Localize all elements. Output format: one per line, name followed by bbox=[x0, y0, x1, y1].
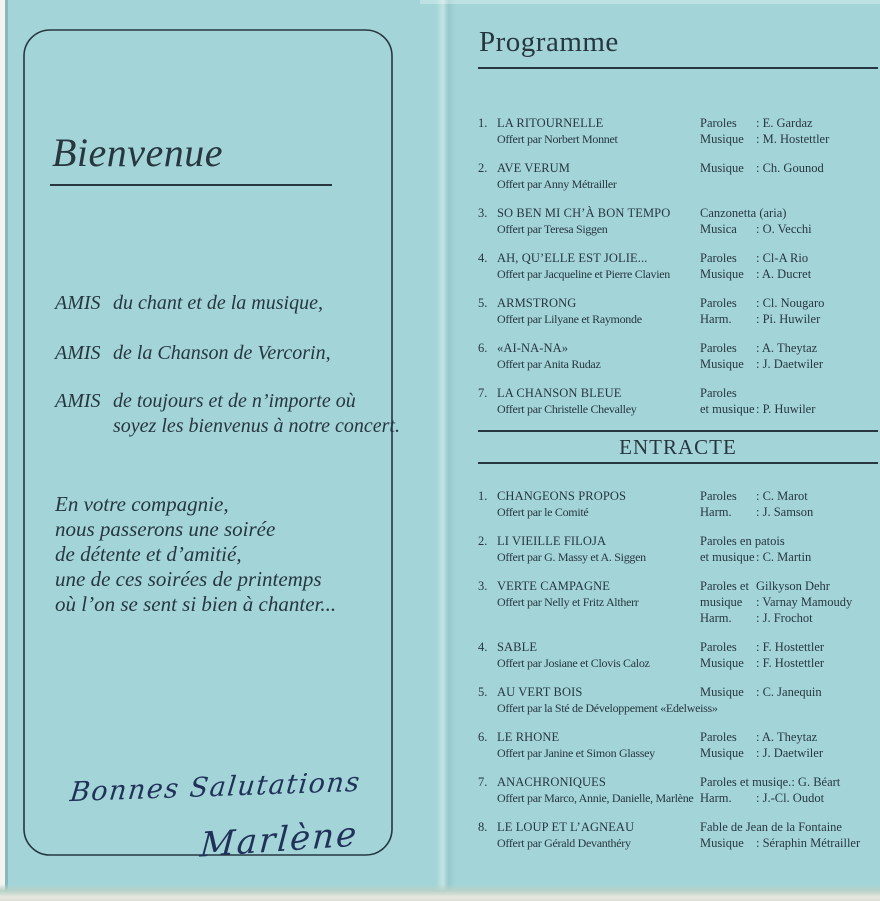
poem-line: nous passerons une soirée bbox=[55, 517, 276, 541]
item-left bbox=[478, 819, 700, 851]
item-number: 2. bbox=[478, 534, 488, 548]
item-offered-by: Offert par Anny Métrailler bbox=[497, 177, 617, 191]
item-number: 8. bbox=[478, 820, 488, 834]
credit-value: : M. Hostettler bbox=[756, 132, 830, 146]
welcome-underline bbox=[50, 184, 332, 186]
credit-value: : A. Theytaz bbox=[756, 341, 818, 355]
program-item-3 bbox=[478, 578, 878, 626]
item-credits bbox=[700, 385, 878, 417]
item-number: 1. bbox=[478, 489, 488, 503]
amis-label: AMIS bbox=[55, 342, 101, 364]
entracte-heading: ENTRACTE bbox=[619, 435, 737, 459]
credit-value: : A. Theytaz bbox=[756, 730, 818, 744]
item-offered-by: Offert par Jacqueline et Pierre Clavien bbox=[497, 267, 670, 281]
credit-label: Paroles bbox=[700, 730, 737, 744]
item-left bbox=[478, 205, 700, 237]
program-item-3 bbox=[478, 205, 878, 237]
credit-line bbox=[700, 385, 878, 401]
credit-label: Paroles bbox=[700, 296, 737, 310]
program-item-5 bbox=[478, 295, 878, 327]
amis-line bbox=[55, 341, 405, 366]
credit-label: Musique bbox=[700, 836, 744, 850]
credit-label: Paroles bbox=[700, 116, 737, 130]
program-item-6 bbox=[478, 340, 878, 372]
credit-label: Paroles bbox=[700, 640, 737, 654]
item-offered-by: Offert par la Sté de Développement «Edelweiss» bbox=[497, 701, 718, 715]
item-left bbox=[478, 385, 700, 417]
item-credits bbox=[700, 533, 878, 565]
credit-label: Harm. bbox=[700, 505, 732, 519]
item-title-row bbox=[478, 340, 700, 356]
program-item-6 bbox=[478, 729, 878, 761]
program-part1-list bbox=[478, 115, 878, 417]
credit-label: Musique bbox=[700, 685, 744, 699]
credit-label: Paroles bbox=[700, 489, 737, 503]
program-item-2 bbox=[478, 160, 878, 192]
program-item-7 bbox=[478, 385, 878, 417]
credit-label: Musique bbox=[700, 161, 744, 175]
credit-label: Harm. bbox=[700, 791, 732, 805]
program-item-1 bbox=[478, 115, 878, 147]
program-item-4 bbox=[478, 250, 878, 282]
credit-value: : O. Vecchi bbox=[756, 222, 812, 236]
credit-label: Canzonetta (aria) bbox=[700, 206, 787, 220]
amis-line bbox=[55, 389, 405, 439]
credit-value: : J. Samson bbox=[756, 505, 814, 519]
credit-value: : Cl. Nougaro bbox=[756, 296, 825, 310]
credit-value: Gilkyson Dehr bbox=[756, 579, 830, 593]
item-left bbox=[478, 578, 700, 626]
credit-value: : J. Frochot bbox=[756, 611, 813, 625]
credit-label: Paroles bbox=[700, 386, 737, 400]
item-credits bbox=[700, 205, 878, 237]
credit-value: : A. Ducret bbox=[756, 267, 812, 281]
item-title-row bbox=[478, 488, 700, 504]
item-title: LE RHONE bbox=[497, 730, 560, 744]
credit-value: : Varnay Mamoudy bbox=[756, 595, 853, 609]
item-title: ARMSTRONG bbox=[497, 296, 577, 310]
item-left bbox=[478, 639, 700, 671]
item-number: 4. bbox=[478, 640, 488, 654]
credit-line bbox=[700, 774, 878, 790]
program-heading: Programme bbox=[479, 26, 619, 58]
amis-text-line2: soyez les bienvenus à notre concert. bbox=[113, 415, 400, 437]
item-title-row bbox=[478, 385, 700, 401]
item-credits bbox=[700, 295, 878, 327]
program-item-1 bbox=[478, 488, 878, 520]
credit-value: : J.-Cl. Oudot bbox=[756, 791, 825, 805]
item-offered-by: Offert par Josiane et Clovis Caloz bbox=[497, 656, 650, 670]
item-left bbox=[478, 250, 700, 282]
credit-line bbox=[700, 819, 878, 835]
item-left bbox=[478, 729, 700, 761]
scan-top-edge bbox=[420, 0, 880, 4]
amis-text: du chant et de la musique, bbox=[113, 292, 323, 314]
item-offered-by: Offert par Gérald Devanthéry bbox=[497, 836, 631, 850]
credit-line bbox=[700, 655, 878, 671]
credit-line bbox=[700, 340, 878, 356]
item-number: 5. bbox=[478, 296, 488, 310]
item-number: 1. bbox=[478, 116, 488, 130]
program-part2-list bbox=[478, 488, 878, 851]
credit-line bbox=[700, 578, 878, 594]
credit-line bbox=[700, 594, 878, 610]
credit-label: musique bbox=[700, 595, 743, 609]
item-credits bbox=[700, 819, 878, 851]
item-title-row bbox=[478, 578, 700, 594]
item-offered-by: Offert par Anita Rudaz bbox=[497, 357, 601, 371]
item-title: AH, QU’ELLE EST JOLIE... bbox=[497, 251, 648, 265]
item-credits bbox=[700, 250, 878, 282]
credit-label: et musique bbox=[700, 550, 755, 564]
credit-value: : P. Huwiler bbox=[756, 402, 816, 416]
item-left bbox=[478, 684, 718, 716]
amis-text bbox=[113, 389, 400, 439]
credit-value: : F. Hostettler bbox=[756, 640, 825, 654]
credit-line bbox=[700, 488, 878, 504]
credit-value: : G. Béart bbox=[791, 775, 841, 789]
credit-value: : F. Hostettler bbox=[756, 656, 825, 670]
credit-label: Musique bbox=[700, 656, 744, 670]
item-title: «AI-NA-NA» bbox=[497, 341, 569, 355]
credit-value: : C. Janequin bbox=[756, 685, 822, 699]
item-credits bbox=[700, 774, 878, 806]
credit-value: : C. Martin bbox=[756, 550, 812, 564]
program-item-8 bbox=[478, 819, 878, 851]
item-title-row bbox=[478, 295, 700, 311]
credit-label: Musique bbox=[700, 132, 744, 146]
item-offered-by: Offert par Christelle Chevalley bbox=[497, 402, 637, 416]
credit-label: Paroles bbox=[700, 341, 737, 355]
item-title-row bbox=[478, 205, 700, 221]
credit-line bbox=[700, 549, 878, 565]
item-offered-by: Offert par Marco, Annie, Danielle, Marlène bbox=[497, 791, 694, 805]
credit-label: Musica bbox=[700, 222, 737, 236]
credit-line bbox=[700, 115, 878, 131]
amis-line bbox=[55, 291, 405, 316]
item-offered-by: Offert par le Comité bbox=[497, 505, 589, 519]
item-title-row bbox=[478, 250, 700, 266]
amis-label: AMIS bbox=[55, 292, 101, 314]
credit-line bbox=[700, 295, 878, 311]
item-offered-by: Offert par Janine et Simon Glassey bbox=[497, 746, 655, 760]
program-item-7 bbox=[478, 774, 878, 806]
entracte-rule-bottom bbox=[478, 462, 878, 464]
heading-rule bbox=[478, 67, 878, 69]
item-title-row bbox=[478, 684, 700, 700]
item-credits bbox=[700, 488, 878, 520]
item-left bbox=[478, 533, 700, 565]
item-number: 5. bbox=[478, 685, 488, 699]
poem-line: où l’on se sent si bien à chanter... bbox=[55, 592, 337, 616]
credit-value: : J. Daetwiler bbox=[756, 357, 823, 371]
credit-label: et musique bbox=[700, 402, 755, 416]
item-number: 6. bbox=[478, 730, 488, 744]
amis-text-line1: de toujours et de n’importe où bbox=[113, 390, 356, 412]
handwritten-signature: Marlène bbox=[198, 814, 360, 866]
credit-line bbox=[700, 160, 878, 176]
credit-line bbox=[700, 266, 878, 282]
program-item-4 bbox=[478, 639, 878, 671]
amis-label: AMIS bbox=[55, 390, 101, 412]
credit-line bbox=[700, 639, 878, 655]
credit-line bbox=[700, 205, 878, 221]
item-title: AVE VERUM bbox=[497, 161, 571, 175]
item-credits bbox=[700, 340, 878, 372]
item-title-row bbox=[478, 729, 700, 745]
credit-label: Harm. bbox=[700, 611, 732, 625]
item-title-row bbox=[478, 774, 700, 790]
credit-line bbox=[700, 729, 878, 745]
poem-line: En votre compagnie, bbox=[55, 492, 229, 516]
credit-value: : Séraphin Métrailler bbox=[756, 836, 861, 850]
program-item-5 bbox=[478, 684, 878, 716]
item-title: LA RITOURNELLE bbox=[497, 116, 604, 130]
welcome-poem bbox=[55, 492, 336, 617]
credit-label: Musique bbox=[700, 746, 744, 760]
credit-line bbox=[700, 745, 878, 761]
credit-value: : E. Gardaz bbox=[756, 116, 813, 130]
item-number: 7. bbox=[478, 386, 488, 400]
item-title: ANACHRONIQUES bbox=[497, 775, 606, 789]
item-title-row bbox=[478, 115, 700, 131]
welcome-title: Bienvenue bbox=[52, 130, 224, 175]
credit-label: Musique bbox=[700, 267, 744, 281]
item-number: 7. bbox=[478, 775, 488, 789]
credit-value: : Pi. Huwiler bbox=[756, 312, 821, 326]
credit-line bbox=[700, 610, 878, 626]
program-item-2 bbox=[478, 533, 878, 565]
credit-label: Harm. bbox=[700, 312, 732, 326]
credit-label: Paroles en patois bbox=[700, 534, 785, 548]
item-offered-by: Offert par Lilyane et Raymonde bbox=[497, 312, 642, 326]
credit-line bbox=[700, 533, 878, 549]
credit-label: Paroles bbox=[700, 251, 737, 265]
item-title: SO BEN MI CH’À BON TEMPO bbox=[497, 206, 671, 220]
item-left bbox=[478, 295, 700, 327]
scan-bottom-edge bbox=[0, 884, 880, 901]
credit-value: : Cl-A Rio bbox=[756, 251, 809, 265]
item-title: AU VERT BOIS bbox=[497, 685, 583, 699]
credit-line bbox=[700, 356, 878, 372]
item-left bbox=[478, 160, 700, 192]
credit-label: Fable de Jean de la Fontaine bbox=[700, 820, 842, 834]
item-credits bbox=[700, 639, 878, 671]
item-title-row bbox=[478, 819, 700, 835]
item-title-row bbox=[478, 639, 700, 655]
item-title-row bbox=[478, 160, 700, 176]
credit-line bbox=[700, 131, 878, 147]
item-number: 3. bbox=[478, 579, 488, 593]
credit-label: Musique bbox=[700, 357, 744, 371]
program-panel bbox=[478, 0, 878, 864]
handwritten-greeting: Bonnes Salutations bbox=[68, 766, 363, 809]
credit-label: Paroles et bbox=[700, 579, 749, 593]
item-title: LI VIEILLE FILOJA bbox=[497, 534, 607, 548]
item-left bbox=[478, 774, 700, 806]
item-title: VERTE CAMPAGNE bbox=[497, 579, 611, 593]
item-title: SABLE bbox=[497, 640, 538, 654]
fold-crease bbox=[436, 0, 456, 901]
item-credits bbox=[700, 684, 878, 716]
item-credits bbox=[700, 578, 878, 626]
item-title: CHANGEONS PROPOS bbox=[497, 489, 627, 503]
item-title-row bbox=[478, 533, 700, 549]
item-title: LA CHANSON BLEUE bbox=[497, 386, 622, 400]
credit-value: : C. Marot bbox=[756, 489, 808, 503]
credit-line bbox=[700, 401, 878, 417]
item-left bbox=[478, 115, 700, 147]
item-offered-by: Offert par Teresa Siggen bbox=[497, 222, 608, 236]
item-credits bbox=[700, 115, 878, 147]
scan-left-edge-shadow bbox=[5, 0, 8, 901]
credit-line bbox=[700, 250, 878, 266]
credit-line bbox=[700, 790, 878, 806]
credit-value: : Ch. Gounod bbox=[756, 161, 824, 175]
item-left bbox=[478, 488, 700, 520]
item-title: LE LOUP ET L’AGNEAU bbox=[497, 820, 635, 834]
credit-line bbox=[700, 835, 878, 851]
credit-line bbox=[700, 311, 878, 327]
credit-label: Paroles et musiqe. bbox=[700, 775, 792, 789]
credit-value: : J. Daetwiler bbox=[756, 746, 823, 760]
amis-text: de la Chanson de Vercorin, bbox=[113, 342, 331, 364]
credit-line bbox=[700, 504, 878, 520]
item-credits bbox=[700, 729, 878, 761]
item-number: 3. bbox=[478, 206, 488, 220]
item-left bbox=[478, 340, 700, 372]
poem-line: une de ces soirées de printemps bbox=[55, 567, 322, 591]
item-number: 4. bbox=[478, 251, 488, 265]
credit-line bbox=[700, 221, 878, 237]
item-offered-by: Offert par G. Massy et A. Siggen bbox=[497, 550, 646, 564]
item-credits bbox=[700, 160, 878, 192]
item-number: 2. bbox=[478, 161, 488, 175]
poem-line: de détente et d’amitié, bbox=[55, 542, 242, 566]
item-offered-by: Offert par Nelly et Fritz Altherr bbox=[497, 595, 639, 609]
item-number: 6. bbox=[478, 341, 488, 355]
item-offered-by: Offert par Norbert Monnet bbox=[497, 132, 618, 146]
credit-line bbox=[700, 684, 878, 700]
